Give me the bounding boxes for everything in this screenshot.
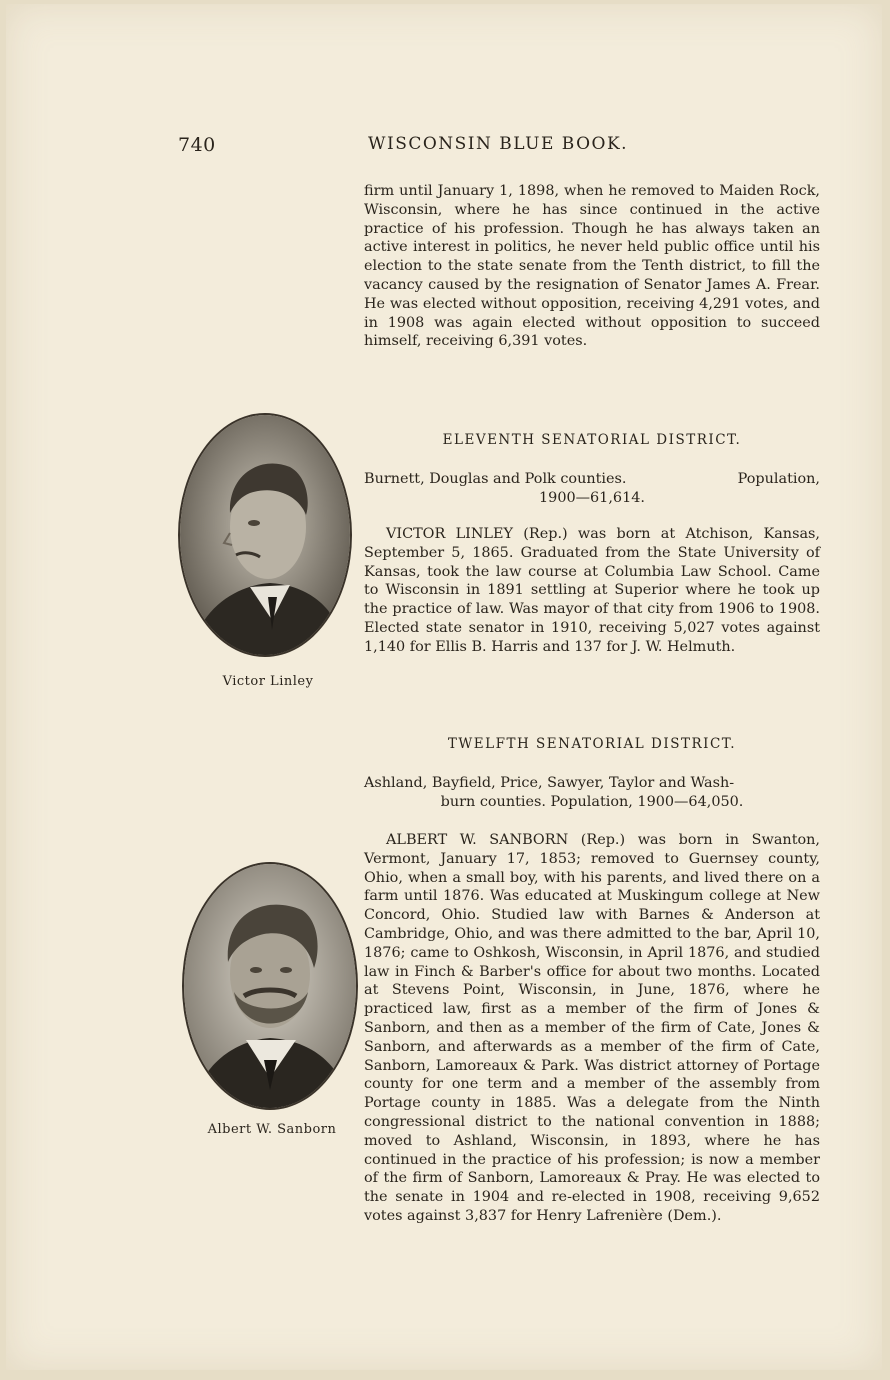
sanborn-portrait bbox=[182, 862, 358, 1110]
linley-portrait-image bbox=[180, 415, 350, 655]
sanborn-caption: Albert W. Sanborn bbox=[207, 1122, 337, 1137]
page-number: 740 bbox=[178, 134, 216, 156]
sanborn-biography: ALBERT W. SANBORN (Rep.) was born in Swanton, Vermont, January 17, 1853; removed to Guernsey county, Ohio, when a small boy, with his parents, and lived there on a farm until 1876. Was educated at Muskingum college at New Concord, Ohio. Studied law with Barnes & Anderson at Cambridge, Ohio, and was there admitted to the bar, April 10, 1876; came to Oshkosh, Wisconsin, in April 1876, and studied law in Finch & Barber's office for about two months. Located at Stevens Point, Wisconsin, in June, 1876, where he practiced law, first as a member of the firm of Jones & Sanborn, and then as a member of the firm of Cate, Jones & Sanborn, and afterwards as a member of the firm of Cate, Sanborn, Lamoreaux & Park. Was district attorney of Portage county for one term and a member of the assembly from Portage county in 1885. Was a delegate from the Ninth congressional district to the national convention in 1888; moved to Ashland, Wisconsin, in 1893, where he has continued in the practice of his profession; is now a member of the firm of Sanborn, Lamoreaux & Pray. He was elected to the senate in 1904 and re-elected in 1908, receiving 9,652 votes against 3,837 for Henry Lafrenière (Dem.). bbox=[364, 832, 820, 1224]
twelfth-counties-line-2: burn counties. Population, 1900—64,050. bbox=[440, 793, 744, 810]
eleventh-population-label: Population, bbox=[737, 471, 820, 487]
eleventh-district-heading: ELEVENTH SENATORIAL DISTRICT. bbox=[442, 432, 742, 448]
twelfth-district-counties bbox=[364, 774, 820, 812]
continued-paragraph: firm until January 1, 1898, when he removed to Maiden Rock, Wisconsin, where he has since continued in the active practice of his profession. Though he has always taken an active interest in politics, he never held public office until his election to the state senate from the Tenth district, to fill the vacancy caused by the resignation of Senator James A. Frear. He was elected without opposition, receiving 4,291 votes, and in 1908 was again elected without opposition to succeed himself, receiving 6,391 votes. bbox=[364, 183, 820, 350]
twelfth-counties-line-1: Ashland, Bayfield, Price, Sawyer, Taylor and Wash- bbox=[364, 775, 735, 791]
linley-biography: VICTOR LINLEY (Rep.) was born at Atchison, Kansas, September 5, 1865. Graduated from the State University of Kansas, took the law course at Columbia Law School. Came to Wisconsin in 1891 settling at Superior where he took up the practice of law. Was mayor of that city from 1906 to 1908. Elected state senator in 1910, receiving 5,027 votes against 1,140 for Ellis B. Harris and 137 for J. W. Helmuth. bbox=[364, 526, 820, 655]
page bbox=[6, 4, 882, 1370]
eleventh-district-counties bbox=[364, 470, 820, 508]
twelfth-district-heading: TWELFTH SENATORIAL DISTRICT. bbox=[447, 736, 737, 752]
sanborn-portrait-image bbox=[184, 864, 356, 1108]
linley-portrait bbox=[178, 413, 352, 657]
eleventh-counties-text: Burnett, Douglas and Polk counties. bbox=[364, 471, 627, 487]
eleventh-population-value: 1900—61,614. bbox=[539, 489, 645, 506]
running-title: WISCONSIN BLUE BOOK. bbox=[368, 134, 629, 154]
linley-caption: Victor Linley bbox=[222, 674, 314, 689]
